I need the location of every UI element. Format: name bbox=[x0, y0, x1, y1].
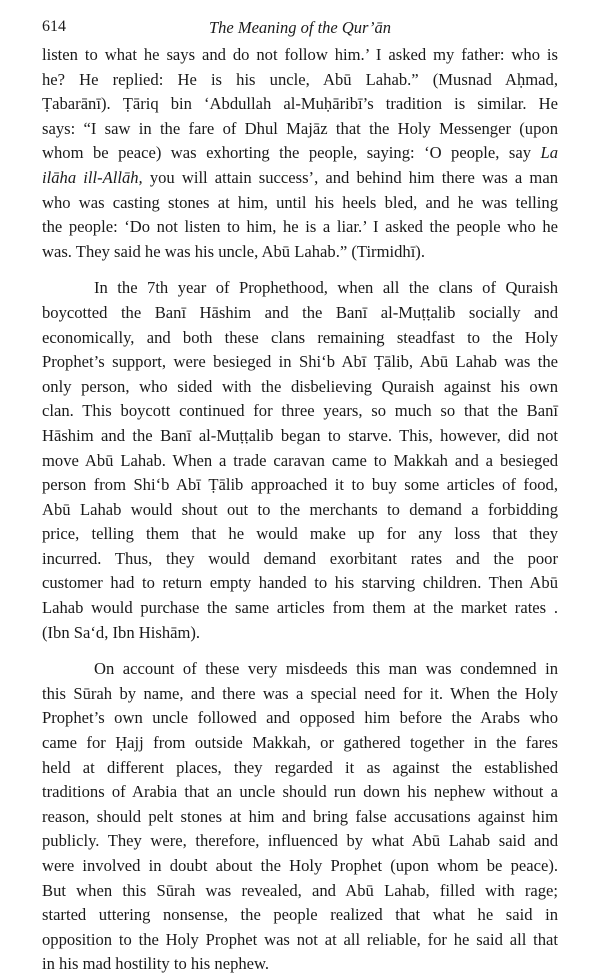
text-line: ilāha ill-Allāh, you will attain success’, and behind him there was a man bbox=[42, 167, 558, 187]
paragraph bbox=[42, 43, 558, 264]
text-line: move Abū Lahab. When a trade caravan came to Makkah and a besieged bbox=[42, 450, 558, 470]
page-body bbox=[42, 43, 558, 977]
text-line: held at different places, they regarded it as against the established bbox=[42, 757, 558, 777]
text-line: opposition to the Holy Prophet was not at all reliable, for he said all that bbox=[42, 929, 558, 949]
text-line: economically, and both these clans remaining steadfast to the Holy bbox=[42, 327, 558, 347]
text-line: Prophet’s support, were besieged in Shi‘b Abī Ṭālib, Abū Lahab was the bbox=[42, 352, 558, 372]
text-line: In the 7th year of Prophethood, when all the clans of Quraish bbox=[94, 278, 558, 298]
text-line: person from Shi‘b Abī Ṭālib approached it to buy some articles of food, bbox=[42, 475, 558, 495]
paragraph bbox=[42, 276, 558, 645]
page-header bbox=[42, 18, 558, 40]
text-line: the people: ‘Do not listen to him, he is a liar.’ I asked the people who he bbox=[42, 217, 558, 237]
text-line: (Ibn Sa‘d, Ibn Hishām). bbox=[42, 622, 201, 642]
text-line: Abū Lahab would shout out to the merchants to demand a forbidding bbox=[42, 499, 558, 519]
text-line: customer had to return empty handed to his starving children. Then Abū bbox=[42, 573, 558, 593]
text-line: Prophet’s own uncle followed and opposed him before the Arabs who bbox=[42, 708, 558, 728]
text-line: says: “I saw in the fare of Dhul Majāz that the Holy Messenger (upon bbox=[42, 118, 558, 138]
text-line: only person, who sided with the disbelieving Quraish against his own bbox=[42, 376, 558, 396]
text-line: Hāshim and the Banī al-Muṭṭalib began to starve. This, however, did not bbox=[42, 425, 558, 445]
text-line: were involved in doubt about the Holy Prophet (upon whom be peace). bbox=[42, 856, 558, 875]
paragraph-gap bbox=[42, 645, 558, 657]
paragraph bbox=[42, 657, 558, 977]
text-line: publicly. They were, therefore, influenced by what Abū Lahab said and bbox=[42, 831, 558, 851]
text-line: reason, should pelt stones at him and bring false accusations against him bbox=[42, 806, 558, 826]
text-line: who was casting stones at him, until his heels bled, and he was telling bbox=[42, 192, 558, 212]
paragraph-gap bbox=[42, 264, 558, 276]
text-line: came for Ḥajj from outside Makkah, or gathered together in the fares bbox=[42, 733, 558, 753]
text-line: But when this Sūrah was revealed, and Abū Lahab, filled with rage; bbox=[42, 880, 558, 900]
text-line: incurred. Thus, they would demand exorbitant rates and the poor bbox=[42, 548, 558, 568]
text-line: clan. This boycott continued for three years, so much so that the Banī bbox=[42, 401, 558, 421]
page-number: 614 bbox=[42, 18, 66, 35]
text-line: listen to what he says and do not follow him.’ I asked my father: who is bbox=[42, 45, 558, 64]
text-line: Lahab would purchase the same articles from them at the market rates . bbox=[42, 598, 558, 618]
text-line: was. They said he was his uncle, Abū Lahab.” (Tirmidhī). bbox=[42, 241, 425, 261]
running-title: The Meaning of the Qur’ān bbox=[208, 18, 392, 37]
text-line: he? He replied: He is his uncle, Abū Lahab.” (Musnad Aḥmad, bbox=[42, 69, 558, 89]
text-line: price, telling them that he would make up for any loss that they bbox=[42, 524, 558, 544]
text-line: this Sūrah by name, and there was a special need for it. When the Holy bbox=[42, 683, 558, 703]
text-line: started uttering nonsense, the people realized that what he said in bbox=[42, 905, 558, 925]
text-line: traditions of Arabia that an uncle should run down his nephew without a bbox=[42, 782, 558, 802]
text-line: Ṭabarānī). Ṭāriq bin ‘Abdullah al-Muḥāribī’s tradition is similar. He bbox=[42, 94, 558, 114]
text-line: boycotted the Banī Hāshim and the Banī al-Muṭṭalib socially and bbox=[42, 302, 558, 322]
text-line: whom be peace) was exhorting the people, saying: ‘O people, say La bbox=[42, 143, 558, 163]
text-line: in his mad hostility to his nephew. bbox=[42, 954, 270, 974]
text-line: On account of these very misdeeds this man was condemned in bbox=[94, 659, 558, 679]
